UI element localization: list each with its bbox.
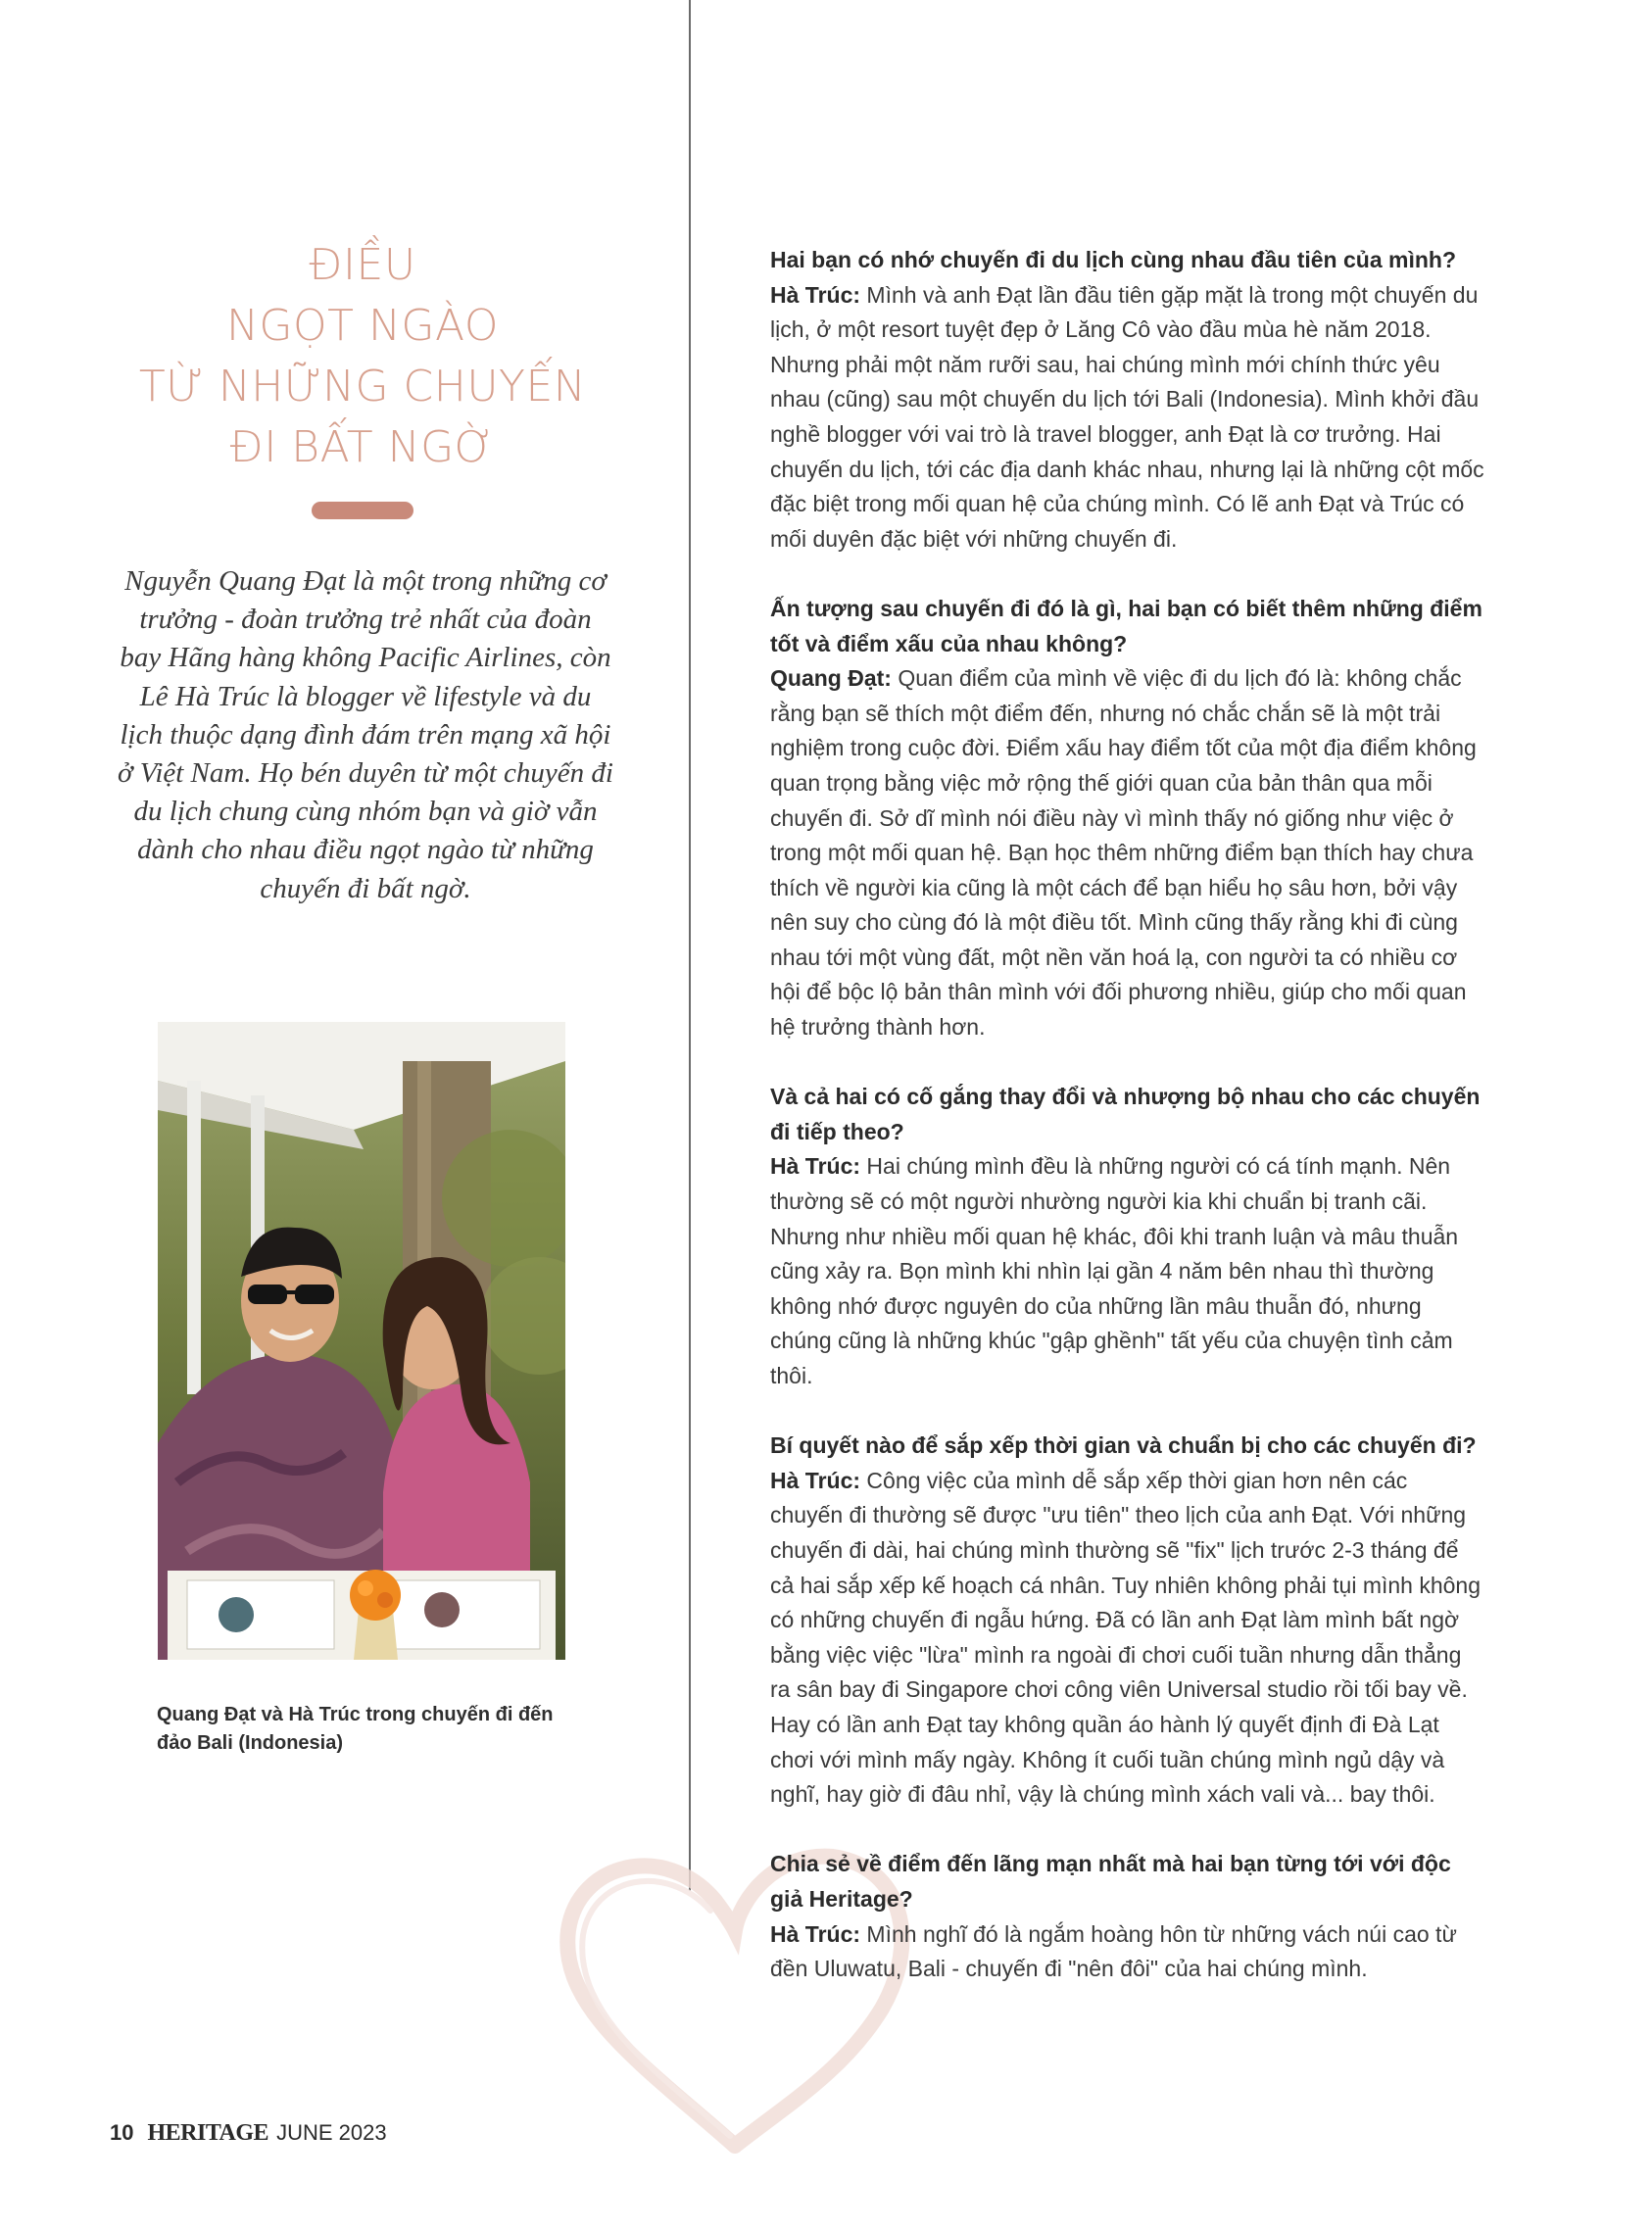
interview-question: Ấn tượng sau chuyến đi đó là gì, hai bạn có biết thêm những điểm tốt và điểm xấu của nhau không?: [770, 595, 1482, 656]
column-divider: [689, 0, 691, 1891]
qa-item: [770, 243, 1485, 557]
headline-line: TỪ NHỮNG CHUYẾN: [138, 362, 587, 412]
interview-column: [770, 243, 1485, 2021]
interview-question: Và cả hai có cố gắng thay đổi và nhượng bộ nhau cho các chuyến đi tiếp theo?: [770, 1084, 1481, 1144]
interview-question: Bí quyết nào để sắp xếp thời gian và chuẩn bị cho các chuyến đi?: [770, 1432, 1477, 1459]
interview-answer: [770, 1149, 1485, 1393]
headline-line: ĐIỀU: [309, 240, 416, 290]
qa-item: [770, 592, 1485, 1045]
speaker-name: Hà Trúc:: [770, 1920, 861, 1947]
interview-question: Chia sẻ về điểm đến lãng mạn nhất mà hai bạn từng tới với độc giả Heritage?: [770, 1851, 1451, 1912]
interview-question: Hai bạn có nhớ chuyến đi du lịch cùng nhau đầu tiên của mình?: [770, 247, 1457, 272]
answer-text: Mình và anh Đạt lần đầu tiên gặp mặt là trong một chuyến du lịch, ở một resort tuyệt đẹp ở Lăng Cô vào đầu mùa hè năm 2018. Nhưng phải một năm rưỡi sau, hai chúng mình mới chính thức yêu nhau (cũng) sau một chuyến du lịch tới Bali (Indonesia). Mình khởi đầu nghề blogger với vai trò là travel blogger, anh Đạt là cơ trưởng. Hai chuyến du lịch, tới các địa danh khác nhau, nhưng lại là những cột mốc đặc biệt trong mối quan hệ của chúng mình. Có lẽ anh Đạt và Trúc có mối duyên đặc biệt với những chuyến đi.: [770, 281, 1484, 552]
couple-photo: [158, 1022, 565, 1660]
speaker-name: Hà Trúc:: [770, 281, 861, 308]
interview-answer: [770, 661, 1485, 1045]
interview-answer: [770, 1464, 1485, 1813]
photo-illustration: [158, 1022, 565, 1660]
page-number: 10: [110, 2120, 134, 2145]
headline-accent-bar: [312, 502, 413, 519]
photo-caption: Quang Đạt và Hà Trúc trong chuyến đi đến đảo Bali (Indonesia): [157, 1704, 554, 1754]
answer-text: Công việc của mình dễ sắp xếp thời gian hơn nên các chuyến đi thường sẽ được "ưu tiên" theo lịch của anh Đạt. Với những chuyến đi dài, hai chúng mình thường sẽ "fix" lịch trước 2-3 tháng để cả hai sắp xếp kế hoạch cá nhân. Tuy nhiên không phải tụi mình không có những chuyến đi ngẫu hứng. Đã có lần anh Đạt làm mình bất ngờ bằng việc việc "lừa" mình ra ngoài đi chơi cuối tuần nhưng dẫn thẳng ra sân bay đi Singapore chơi công viên Universal studio rồi tối bay về. Hay có lần anh Đạt tay không quần áo hành lý quyết định đi Đà Lạt chơi với mình mấy ngày. Không ít cuối tuần chúng mình ngủ dậy và nghĩ, hay giờ đi đâu nhỉ, vậy là chúng mình xách vali và... bay thôi.: [770, 1467, 1482, 1808]
article-headline: [118, 235, 607, 478]
headline-line: NGỌT NGÀO: [226, 301, 499, 351]
article-intro: Nguyễn Quang Đạt là một trong những cơ trưởng - đoàn trưởng trẻ nhất của đoàn bay Hãng hàng không Pacific Airlines, còn Lê Hà Trúc là blogger về lifestyle và du lịch thuộc dạng đình đám trên mạng xã hội ở Việt Nam. Họ bén duyên từ một chuyến đi du lịch chung cùng nhóm bạn và giờ vẫn dành cho nhau điều ngọt ngào từ những chuyến đi bất ngờ.: [118, 565, 613, 904]
answer-text: Mình nghĩ đó là ngắm hoàng hôn từ những vách núi cao từ đền Uluwatu, Bali - chuyến đi "nên đôi" của hai chúng mình.: [770, 1920, 1457, 1982]
interview-answer: [770, 1917, 1485, 1987]
interview-answer: [770, 278, 1485, 558]
speaker-name: Hà Trúc:: [770, 1467, 861, 1493]
answer-text: Quan điểm của mình về việc đi du lịch đó là: không chắc rằng bạn sẽ thích một điểm đến, nhưng nó chắc chắn sẽ là một trải nghiệm trong cuộc đời. Điểm xấu hay điểm tốt của một địa điểm không quan trọng bằng việc mở rộng thế giới quan của bản thân qua mỗi chuyến đi. Sở dĩ mình nói điều này vì mình thấy nó giống như việc ở trong một mối quan hệ. Bạn học thêm những điểm bạn thích hay chưa thích về người kia cũng là một cách để bạn hiểu họ sâu hơn, bởi vậy nên suy cho cùng đó là một điều tốt. Mình cũng thấy rằng khi đi cùng nhau tới một vùng đất, một nền văn hoá lạ, con người ta có nhiều cơ hội để bộc lộ bản thân mình với đối phương nhiều, giúp cho mối quan hệ trưởng thành hơn.: [770, 665, 1477, 1041]
headline-line: ĐI BẤT NGỜ: [229, 422, 496, 472]
speaker-name: Hà Trúc:: [770, 1153, 861, 1180]
qa-item: [770, 1847, 1485, 1986]
answer-text: Hai chúng mình đều là những người có cá tính mạnh. Nên thường sẽ có một người nhường người kia khi chuẩn bị tranh cãi. Nhưng như nhiều mối quan hệ khác, đôi khi tranh luận và mâu thuẫn cũng xảy ra. Bọn mình khi nhìn lại gần 4 năm bên nhau thì thường không nhớ được nguyên do của những lần mâu thuẫn đó, nhưng chúng cũng là những khúc "gập ghềnh" tất yếu của chuyện tình cảm thôi.: [770, 1153, 1459, 1388]
qa-item: [770, 1080, 1485, 1393]
qa-item: [770, 1429, 1485, 1813]
issue-date: JUNE 2023: [276, 2120, 387, 2145]
magazine-name: HERITAGE: [147, 2120, 269, 2146]
speaker-name: Quang Đạt:: [770, 665, 892, 692]
page-footer: [110, 2120, 387, 2147]
